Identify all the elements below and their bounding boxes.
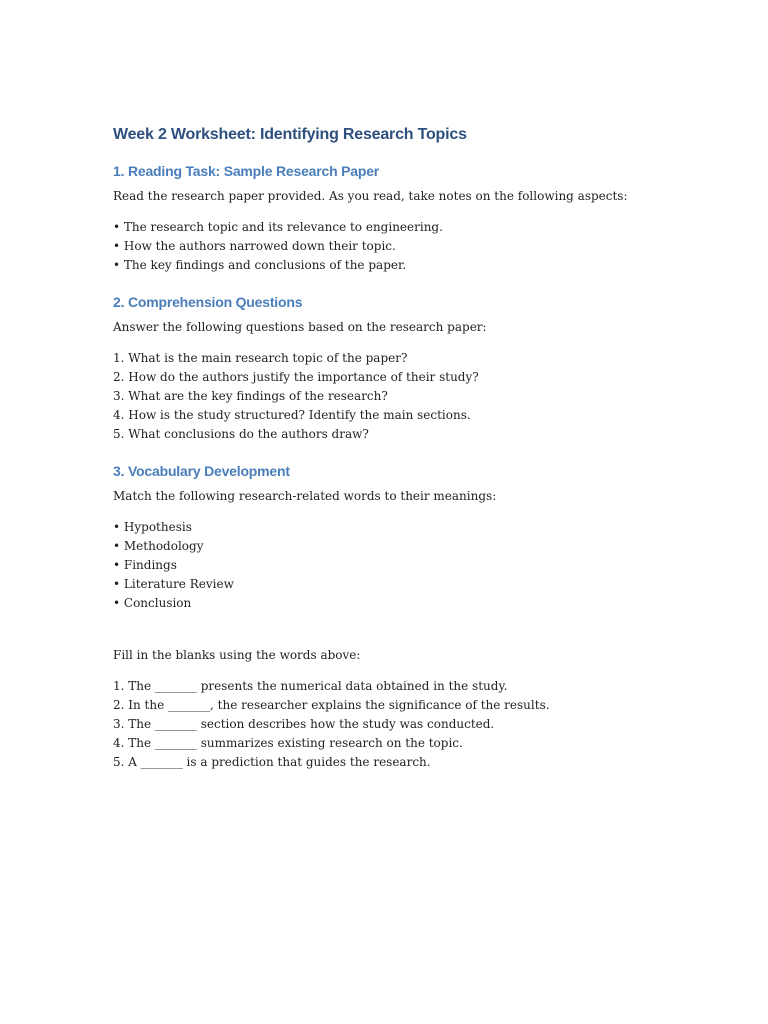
worksheet-page <box>113 124 713 773</box>
list-item: 4. The _______ summarizes existing research on the topic. <box>113 736 463 751</box>
section-comprehension-questions <box>113 292 713 445</box>
list-item: 5. What conclusions do the authors draw? <box>113 427 369 442</box>
list-item: 2. How do the authors justify the importance of their study? <box>113 369 479 384</box>
list-item: • Hypothesis <box>113 519 192 534</box>
section-heading: 3. Vocabulary Development <box>113 462 290 479</box>
fill-in-blanks <box>113 646 713 773</box>
fill-intro: Fill in the blanks using the words above: <box>113 647 361 662</box>
section-vocabulary-development <box>113 461 713 773</box>
page-title: Week 2 Worksheet: Identifying Research Topics <box>113 126 467 143</box>
section-intro: Match the following research-related words to their meanings: <box>113 488 497 503</box>
fill-list <box>113 677 713 773</box>
list-item: 1. The _______ presents the numerical data obtained in the study. <box>113 678 508 693</box>
section-reading-task <box>113 161 713 276</box>
bullet-list <box>113 218 713 276</box>
list-item: • The key findings and conclusions of the paper. <box>113 258 407 273</box>
section-heading: 1. Reading Task: Sample Research Paper <box>113 163 380 179</box>
list-item: 4. How is the study structured? Identify the main sections. <box>113 408 471 423</box>
list-item: 5. A _______ is a prediction that guides the research. <box>113 755 431 770</box>
numbered-list <box>113 349 713 445</box>
list-item: • Methodology <box>113 538 204 553</box>
vocabulary-list <box>113 518 713 614</box>
section-intro: Answer the following questions based on the research paper: <box>113 319 487 334</box>
list-item: • Findings <box>113 558 177 573</box>
list-item: 3. What are the key findings of the research? <box>113 389 388 404</box>
list-item: 1. What is the main research topic of the paper? <box>113 350 408 365</box>
list-item: • Conclusion <box>113 596 192 611</box>
list-item: • How the authors narrowed down their topic. <box>113 239 396 254</box>
list-item: • Literature Review <box>113 577 234 592</box>
list-item: 3. The _______ section describes how the study was conducted. <box>113 717 495 732</box>
list-item: • The research topic and its relevance to engineering. <box>113 220 443 234</box>
section-heading: 2. Comprehension Questions <box>113 293 303 310</box>
section-intro: Read the research paper provided. As you read, take notes on the following aspects: <box>113 189 628 203</box>
list-item: 2. In the _______, the researcher explains the significance of the results. <box>113 697 550 712</box>
